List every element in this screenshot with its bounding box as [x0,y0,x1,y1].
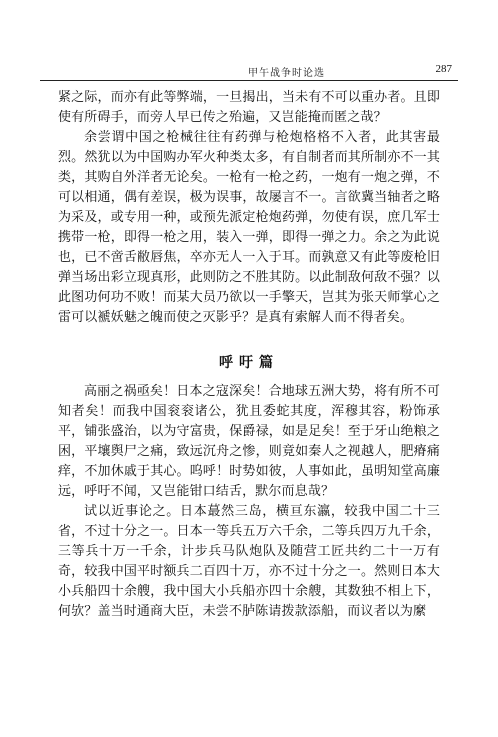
body-paragraph: 高丽之祸亟矣！日本之寇深矣！合地球五洲大势，将有所不可知者矣！而我中国衮衮诸公，犹且委蛇其度，浑穆其容，粉饰承平，铺张盛治，以为守富贵，保爵禄，如是足矣！至于牙山绝粮之困，平壤舆尸之痛，致远沉舟之惨，则竟如秦人之视越人，肥瘠痛痒，不加休戚于其心。呜呼！时势如彼，人事如此，虽明知堂高廉远，呼吁不闻，又岂能钳口结舌，默尔而息哉？ [58,384,440,499]
body-paragraph: 余尝谓中国之枪械往往有药弹与枪炮格格不入者，此其害最烈。然犹以为中国购办军火种类太多，有自制者而其所制亦不一其类，其购自外洋者无论矣。一枪有一枪之药，一炮有一炮之弹，不可以相通，偶有差误，极为误事，故屡言不一。言欲冀当轴者之略为采及，或专用一种，或预先派定枪炮药弹，勿使有误，庶几军士携带一枪，即得一枪之用，装入一弹，即得一弹之力。余之为此说也，已不啻舌敝唇焦，卒亦无人一入于耳。而孰意又有此等废枪旧弹当场出彩立现真形，此则防之不胜其防。以此制敌何敌不强？以此图功何功不败！而某大员乃欲以一手擎天，岂其为张天师掌心之雷可以褫妖魅之魄而使之灭影乎？是真有索解人而不得者矣。 [58,130,440,325]
page-number: 287 [435,63,452,75]
body-paragraph: 试以近事论之。日本蕞然三岛，横亘东瀛，较我中国二十三省，不过十分之一。日本一等兵五万六千余，二等兵四万九千余，三等兵十万一千余，计步兵马队炮队及随营工匠共约二十一万有奇，较我中国平时额兵二百四十万，亦不过十分之一。然则日本大小兵船四十余艘，我中国大小兵船亦四十余艘，其数独不相上下，何欤？盖当时通商大臣，未尝不胪陈请拨款添船，而议者以为縻 [58,504,440,619]
running-header [40,58,458,81]
page-body [58,88,440,622]
continued-paragraph: 紧之际，而亦有此等弊端，一旦揭出，当未有不可以重办者。且即使有所碍手，而旁人早已传之殆遍，又岂能掩而匿之哉？ [58,90,440,125]
running-title: 甲午战争时论选 [248,68,325,79]
section-heading: 呼吁篇 [219,355,279,371]
